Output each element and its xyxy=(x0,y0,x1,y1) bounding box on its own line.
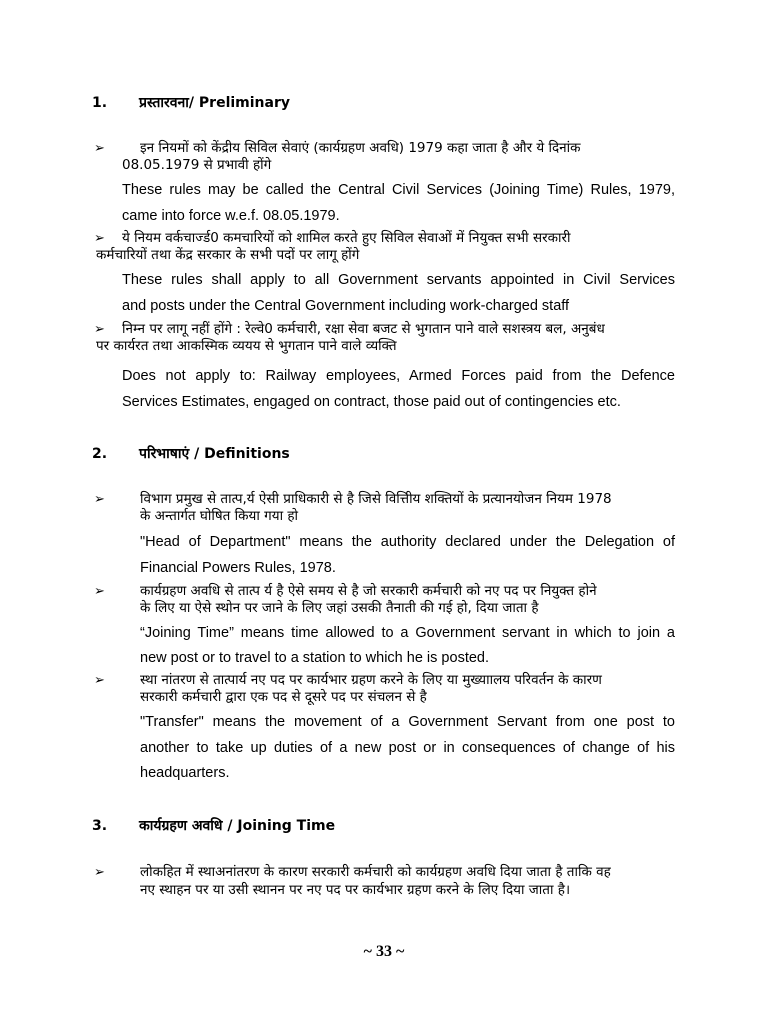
english-text: These rules shall apply to all Government servants appointed in Civil Services xyxy=(122,272,675,288)
bullet-icon: ➢ xyxy=(94,673,105,688)
section-number: 3. xyxy=(92,818,108,834)
english-text: "Transfer" means the movement of a Government Servant from one post to xyxy=(140,714,675,730)
hindi-text: ये नियम वर्कचार्ज्ड0 कमचारियों को शामिल करते हुए सिविल सेवाओं में नियुक्त सभी सरकारी xyxy=(122,230,571,246)
hindi-text: विभाग प्रमुख से तात्प,र्य ऐसी प्राधिकारी से है जिसे वित्तीिय शक्तियों के प्रत्यानयोजन नियम 1978 xyxy=(140,491,612,507)
bullet-icon: ➢ xyxy=(94,492,105,507)
bullet-icon: ➢ xyxy=(94,322,105,337)
section-heading-preliminary xyxy=(92,93,290,112)
hindi-text: के लिए या ऐसे स्थाेन पर जाने के लिए जहां उसकी तैनाती की गई हो, दिया जाता है xyxy=(140,600,539,616)
hindi-text: पर कार्यरत तथा आकस्मिक व्ययय से भुगतान पाने वाले व्यक्ति xyxy=(96,338,397,354)
english-text: These rules may be called the Central Civil Services (Joining Time) Rules, 1979, xyxy=(122,182,675,198)
english-text: new post or to travel to a station to which he is posted. xyxy=(140,650,489,666)
bullet-icon: ➢ xyxy=(94,141,105,156)
hindi-text: 08.05.1979 से प्रभावी होंगे xyxy=(122,157,272,173)
english-text: headquarters. xyxy=(140,765,230,781)
english-text: “Joining Time” means time allowed to a Government servant in which to join a xyxy=(140,625,675,641)
section-number: 1. xyxy=(92,95,108,111)
hindi-text: स्था नांतरण से तात्पार्य नए पद पर कार्यभार ग्रहण करने के लिए या मुख्याालय परिवर्तन के कारण xyxy=(140,672,602,688)
hindi-text: नए स्थाहन पर या उसी स्थानन पर नए पद पर कार्यभार ग्रहण करने के लिए दिया जाता है। xyxy=(140,882,571,898)
english-text: Financial Powers Rules, 1978. xyxy=(140,560,336,576)
bullet-icon: ➢ xyxy=(94,865,105,880)
english-text: Does not apply to: Railway employees, Armed Forces paid from the Defence xyxy=(122,368,675,384)
hindi-text: सरकारी कर्मचारी द्वारा एक पद से दूसरे पद पर संचलन से है xyxy=(140,689,427,705)
section-title: परिभाषाएं / Definitions xyxy=(139,446,290,462)
hindi-text: के अन्तार्गत घोषित किया गया हो xyxy=(140,508,299,524)
english-text: and posts under the Central Government including work-charged staff xyxy=(122,298,570,314)
hindi-text: निम्न पर लागू नहीं होंगे : रेल्वे0 कर्मचारी, रक्षा सेवा बजट से भुगतान पाने वाले सशस्त्रय बल, अनुबंध xyxy=(122,321,605,337)
hindi-text: इन नियमों को केंद्रीय सिविल सेवाएं (कार्यग्रहण अवधि) 1979 कहा जाता है और ये दिनांक xyxy=(140,140,581,156)
english-text: Services Estimates, engaged on contract, those paid out of contingencies etc. xyxy=(122,394,621,410)
bullet-icon: ➢ xyxy=(94,584,105,599)
english-text: came into force w.e.f. 08.05.1979. xyxy=(122,208,340,224)
hindi-text: कर्मचारियों तथा केंद्र सरकार के सभी पदों पर लागू होंगे xyxy=(96,247,360,263)
section-heading-joining-time xyxy=(92,816,335,835)
bullet-icon: ➢ xyxy=(94,231,105,246)
section-heading-definitions xyxy=(92,444,290,463)
hindi-text: लोकहित में स्थाअनांतरण के कारण सरकारी कर्मचारी को कार्यग्रहण अवधि दिया जाता है ताकि वह xyxy=(140,864,611,880)
page-number: ~ 33 ~ xyxy=(363,943,405,960)
english-text: another to take up duties of a new post or in consequences of change of his xyxy=(140,740,675,756)
section-title: प्रस्तारवना/ Preliminary xyxy=(139,95,290,111)
section-title: कार्यग्रहण अवधि / Joining Time xyxy=(139,818,336,834)
section-number: 2. xyxy=(92,446,108,462)
hindi-text: कार्यग्रहण अवधि से तात्प र्य है ऐसे समय से है जो सरकारी कर्मचारी को नए पद पर नियुक्त होने xyxy=(140,583,597,599)
english-text: "Head of Department" means the authority declared under the Delegation of xyxy=(140,534,675,550)
